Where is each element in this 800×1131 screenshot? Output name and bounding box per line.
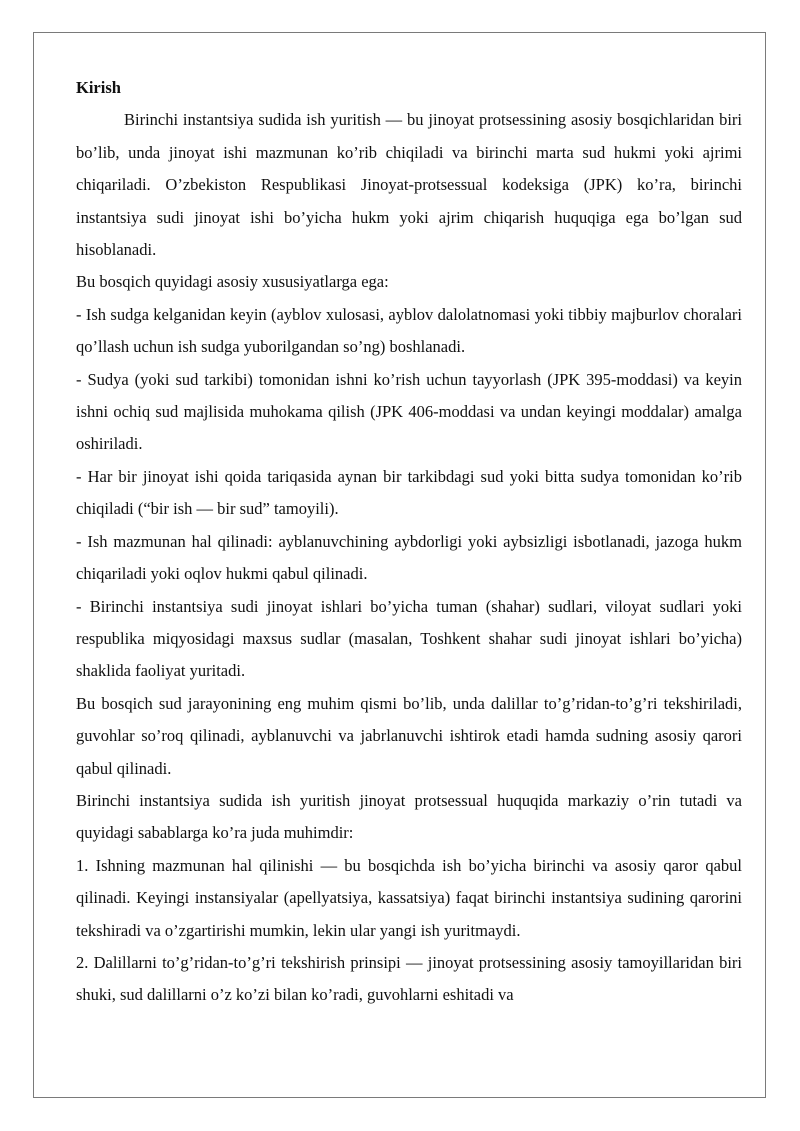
feature-item-resolution: - Ish mazmunan hal qilinadi: ayblanuvchining aybdorligi yoki aybsizligi isbotlanadi, jazoga hukm chiqariladi yoki oqlov hukmi qabul qilinadi. xyxy=(76,531,742,584)
document-body xyxy=(76,72,742,1012)
feature-item-start: - Ish sudga kelganidan keyin (ayblov xulosasi, ayblov dalolatnomasi yoki tibbiy majburlov choralari qo’llash uchun ish sudga yuborilgandan so’ng) boshlanadi. xyxy=(76,304,742,357)
section-heading: Kirish xyxy=(76,78,121,97)
importance-item-1: 1. Ishning mazmunan hal qilinishi — bu bosqichda ish bo’yicha birinchi va asosiy qaror qabul qilinadi. Keyingi instansiyalar (apellyatsiya, kassatsiya) faqat birinchi instantsiya sudining qarorini tekshiradi va o’zgartirishi mumkin, lekin ular yangi ish yuritmaydi. xyxy=(76,855,742,940)
importance-item-2: 2. Dalillarni to’g’ridan-to’g’ri tekshirish prinsipi — jinoyat protsessining asosiy tamoyillaridan biri shuki, sud dalillarni o’z ko’zi bilan ko’radi, guvohlarni eshitadi va xyxy=(76,952,742,1005)
feature-item-courts: - Birinchi instantsiya sudi jinoyat ishlari bo’yicha tuman (shahar) sudlari, viloyat sudlari yoki respublika miqyosidagi maxsus sudlar (masalan, Toshkent shahar sudi jinoyat ishlari bo’yicha) shaklida faoliyat yuritadi. xyxy=(76,596,742,681)
feature-item-preparation: - Sudya (yoki sud tarkibi) tomonidan ishni ko’rish uchun tayyorlash (JPK 395-moddasi) va keyin ishni ochiq sud majlisida muhokama qilish (JPK 406-moddasi va undan keyingi moddalar) amalga oshiriladi. xyxy=(76,369,742,454)
feature-item-single-court: - Har bir jinoyat ishi qoida tariqasida aynan bir tarkibdagi sud yoki bitta sudya tomonidan ko’rib chiqiladi (“bir ish — bir sud” tamoyili). xyxy=(76,466,742,519)
intro-paragraph: Birinchi instantsiya sudida ish yuritish — bu jinoyat protsessining asosiy bosqichlaridan biri bo’lib, unda jinoyat ishi mazmunan ko’rib chiqiladi va birinchi marta sud hukmi yoki ajrimi chiqariladi. O’zbekiston Respublikasi Jinoyat-protsessual kodeksiga (JPK) ko’ra, birinchi instantsiya sudi jinoyat ishi bo’yicha hukm yoki ajrim chiqarish huquqiga ega bo’lgan sud hisoblanadi. xyxy=(76,110,742,260)
summary-paragraph: Bu bosqich sud jarayonining eng muhim qismi bo’lib, unda dalillar to’g’ridan-to’g’ri tekshiriladi, guvohlar so’roq qilinadi, ayblanuvchi va jabrlanuvchi ishtirok etadi hamda sudning asosiy qarori qabul qilinadi. xyxy=(76,693,742,778)
features-intro: Bu bosqich quyidagi asosiy xususiyatlarga ega: xyxy=(76,272,389,292)
importance-intro: Birinchi instantsiya sudida ish yuritish jinoyat protsessual huquqida markaziy o’rin tutadi va quyidagi sabablarga ko’ra juda muhimdir: xyxy=(76,790,742,843)
